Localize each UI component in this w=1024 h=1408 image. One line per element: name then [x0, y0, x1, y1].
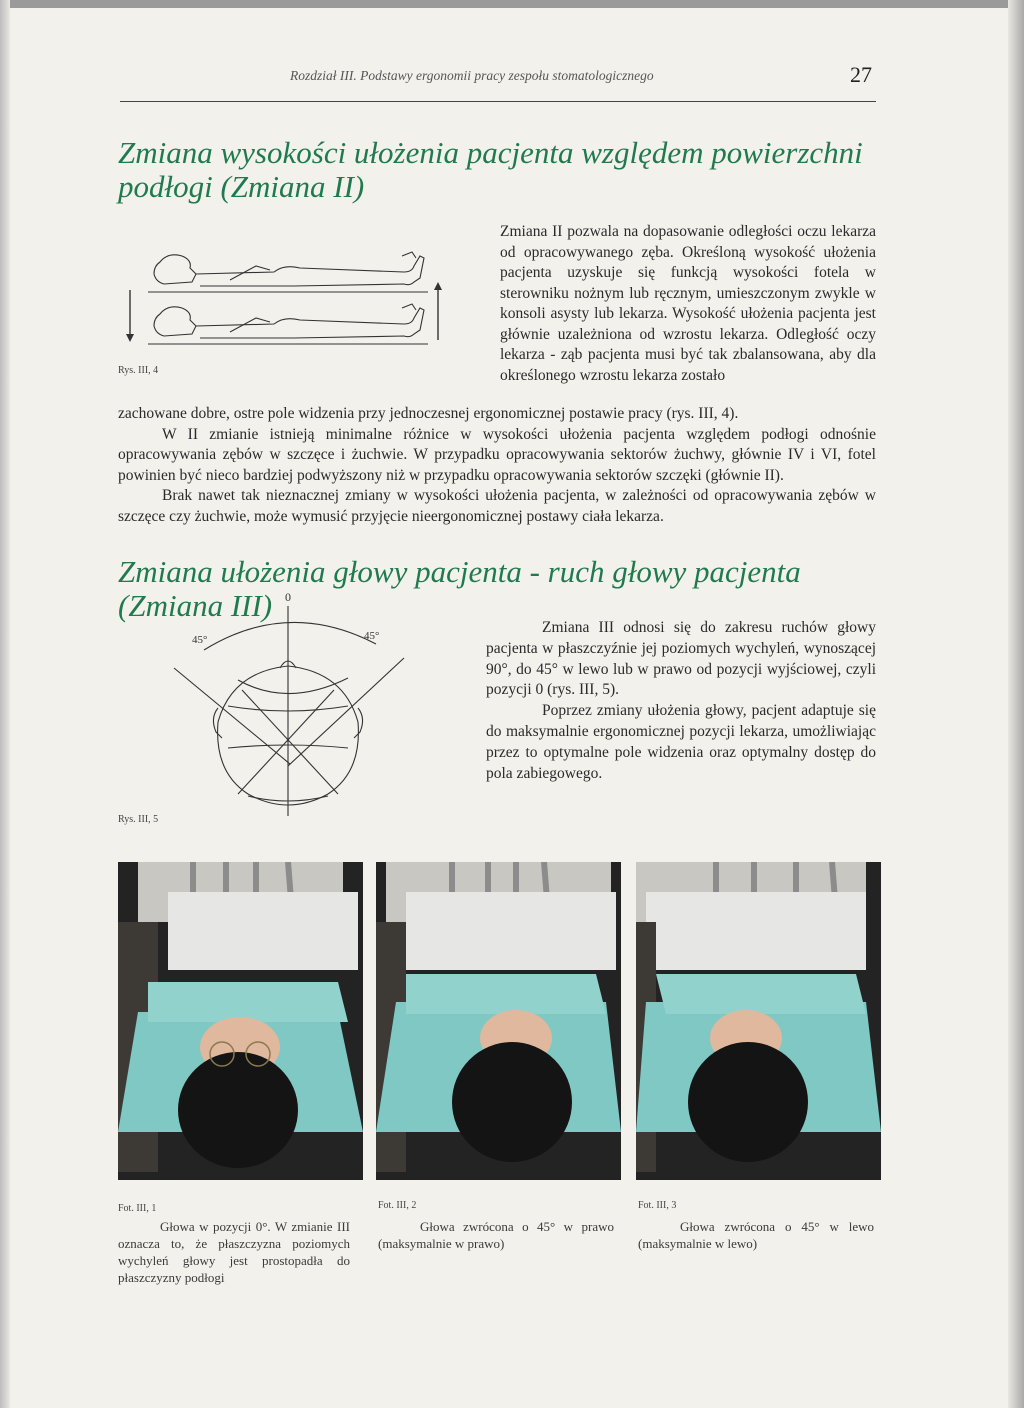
section1-column-text — [500, 222, 876, 386]
header-rule — [120, 101, 876, 102]
section1-paragraph-3: Brak nawet tak nieznacznej zmiany w wysokości ułożenia pacjenta, w zależności od opracowywania zębów w szczęce czy żuchwie, może wymusić przyjęcie nieergonomicznej postawy ciała lekarza. — [118, 487, 876, 525]
section1-paragraph-1-continued: zachowane dobre, ostre pole widzenia przy jednoczesnej ergonomicznej postawie pracy (rys. III, 4). — [118, 405, 739, 422]
page-number: 27 — [850, 62, 872, 87]
figure-caption-iii-5: Rys. III, 5 — [118, 814, 159, 825]
photo-head-position-right — [376, 862, 621, 1180]
section1-paragraph-2: W II zmianie istnieją minimalne różnice w wysokości ułożenia pacjenta względem podłogi odnośnie opracowywania zębów w szczęce i żuchwie. W przypadku opracowywania sektorów żuchwy, głównie IV i VI, fotel powinien być nieco bardziej podwyższony niż w przypadku opracowywania sektorów szczęki (głównie II). — [118, 425, 876, 484]
figure-patient-height — [118, 244, 463, 374]
figure-head-rotation — [168, 588, 438, 818]
figure-label-right-45: 45° — [364, 630, 380, 642]
section1-body — [118, 404, 876, 527]
scan-border-right — [1008, 0, 1024, 1408]
running-title: Rozdział III. Podstawy ergonomii pracy zespołu stomatologicznego — [290, 68, 654, 83]
photo-caption-3: Głowa zwrócona o 45° w lewo (maksymalnie w lewo) — [638, 1219, 874, 1251]
photo-head-position-left — [636, 862, 881, 1180]
scan-border-top — [0, 0, 1024, 8]
running-head — [120, 62, 876, 90]
section1-paragraph-1: Zmiana II pozwala na dopasowanie odległości oczu lekarza od opracowywanego zęba. Określoną wysokość ułożenia pacjenta uzyskuje się funkcją wysokości fotela w sterowniku nożnym lub ręcznym, umieszczonym zwykle w konsoli asysty lub lekarza. Wysokość ułożenia pacjenta jest głównie uzależniona od wzrostu lekarza. Odległość oczy lekarza - ząb pacjenta musi być tak zbalansowana, aby dla określonego wzrostu lekarza zostało — [500, 223, 876, 384]
figure-label-zero: 0 — [285, 590, 291, 604]
section-title-zmiana-iii: Zmiana ułożenia głowy pacjenta - ruch głowy pacjenta (Zmiana III) — [118, 554, 801, 623]
section2-column-text — [486, 618, 876, 784]
section2-paragraph-2: Poprzez zmiany ułożenia głowy, pacjent adaptuje się do maksymalnie ergonomicznej pozycji lekarza, umożliwiając przez to optymalne pole widzenia oraz optymalny dostęp do pola zabiegowego. — [486, 702, 876, 782]
scan-border-left — [0, 0, 10, 1408]
photo-label-1: Fot. III, 1 — [118, 1203, 157, 1214]
photo-caption-1: Głowa w pozycji 0°. W zmianie III oznacza to, że płaszczyzna poziomych wychyleń głowy jest prostopadła do płaszczyzny podłogi — [118, 1219, 350, 1285]
section2-paragraph-1: Zmiana III odnosi się do zakresu ruchów głowy pacjenta w płaszczyźnie jej poziomych wychyleń, wynoszącej 90°, do 45° w lewo lub w prawo od pozycji wyjściowej, czyli pozycji 0 (rys. III, 5). — [486, 619, 876, 699]
photo-label-3: Fot. III, 3 — [638, 1200, 677, 1211]
figure-caption-iii-4: Rys. III, 4 — [118, 365, 159, 376]
section-title-zmiana-ii: Zmiana wysokości ułożenia pacjenta względem powierzchni podłogi (Zmiana II) — [118, 135, 863, 204]
photo-caption-2: Głowa zwrócona o 45° w prawo (maksymalnie w prawo) — [378, 1219, 614, 1251]
figure-label-left-45: 45° — [192, 634, 208, 646]
photo-head-position-0 — [118, 862, 363, 1180]
photo-label-2: Fot. III, 2 — [378, 1200, 417, 1211]
